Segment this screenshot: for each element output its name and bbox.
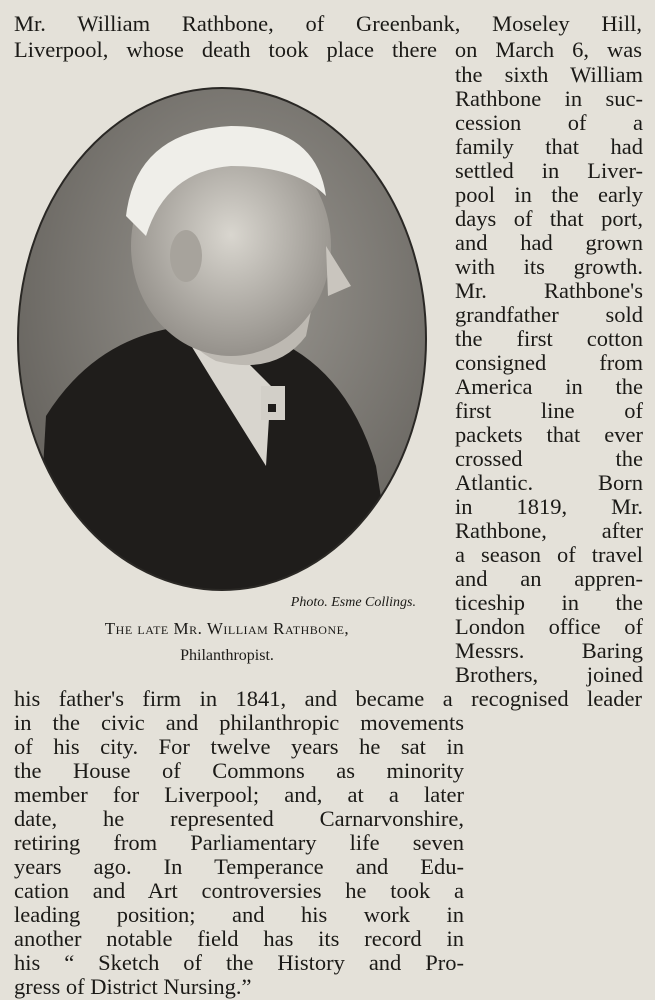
text-line: consigned from — [455, 350, 643, 375]
text-line: family that had — [455, 134, 643, 159]
text-line: another notable field has its record in — [14, 926, 464, 951]
text-line: a season of travel — [455, 542, 643, 567]
text-line: crossed the — [455, 446, 643, 471]
text-line: Liverpool, whose death took place there on March 6, was — [14, 37, 642, 62]
text-line: leading position; and his work in — [14, 902, 464, 927]
text-line: cession of a — [455, 110, 643, 135]
text-line: first line of — [455, 398, 643, 423]
text-line: Mr. Rathbone's — [455, 278, 643, 303]
text-line: Atlantic. Born — [455, 470, 643, 495]
text-line: Mr. William Rathbone, of Greenbank, Moseley Hill, — [14, 11, 642, 36]
text-line: member for Liverpool; and, at a later — [14, 782, 464, 807]
text-line: London office of — [455, 614, 643, 639]
text-line: Rathbone in suc- — [455, 86, 643, 111]
text-line: Messrs. Baring — [455, 638, 643, 663]
text-line: grandfather sold — [455, 302, 643, 327]
text-line: ticeship in the — [455, 590, 643, 615]
text-line: the sixth William — [455, 62, 643, 87]
text-line: date, he represented Carnarvonshire, — [14, 806, 464, 831]
text-line: years ago. In Temperance and Edu- — [14, 854, 464, 879]
photo-credit: Photo. Esme Collings. — [290, 595, 416, 610]
text-line: gress of District Nursing.” — [14, 974, 252, 999]
text-line: America in the — [455, 374, 643, 399]
text-line: packets that ever — [455, 422, 643, 447]
text-line: Rathbone, after — [455, 518, 643, 543]
text-line: his father's firm in 1841, and became a recognised leader — [14, 686, 642, 711]
text-line: cation and Art controversies he took a — [14, 878, 464, 903]
text-line: the House of Commons as minority — [14, 758, 464, 783]
text-line: settled in Liver- — [455, 158, 643, 183]
text-line: and had grown — [455, 230, 643, 255]
text-line: pool in the early — [455, 182, 643, 207]
text-line: of his city. For twelve years he sat in — [14, 734, 464, 759]
text-line: retiring from Parliamentary life seven — [14, 830, 464, 855]
text-line: with its growth. — [455, 254, 643, 279]
text-line: in 1819, Mr. — [455, 494, 643, 519]
text-line: his “ Sketch of the History and Pro- — [14, 950, 464, 975]
text-line: in the civic and philanthropic movements — [14, 710, 464, 735]
text-line: days of that port, — [455, 206, 643, 231]
portrait-photo — [16, 86, 428, 592]
text-line: the first cotton — [455, 326, 643, 351]
text-line: and an appren- — [455, 566, 643, 591]
figure-caption-subtitle: Philanthropist. — [180, 647, 274, 664]
figure-caption: The late Mr. William Rathbone, — [104, 619, 350, 638]
text-line: Brothers, joined — [455, 662, 643, 687]
